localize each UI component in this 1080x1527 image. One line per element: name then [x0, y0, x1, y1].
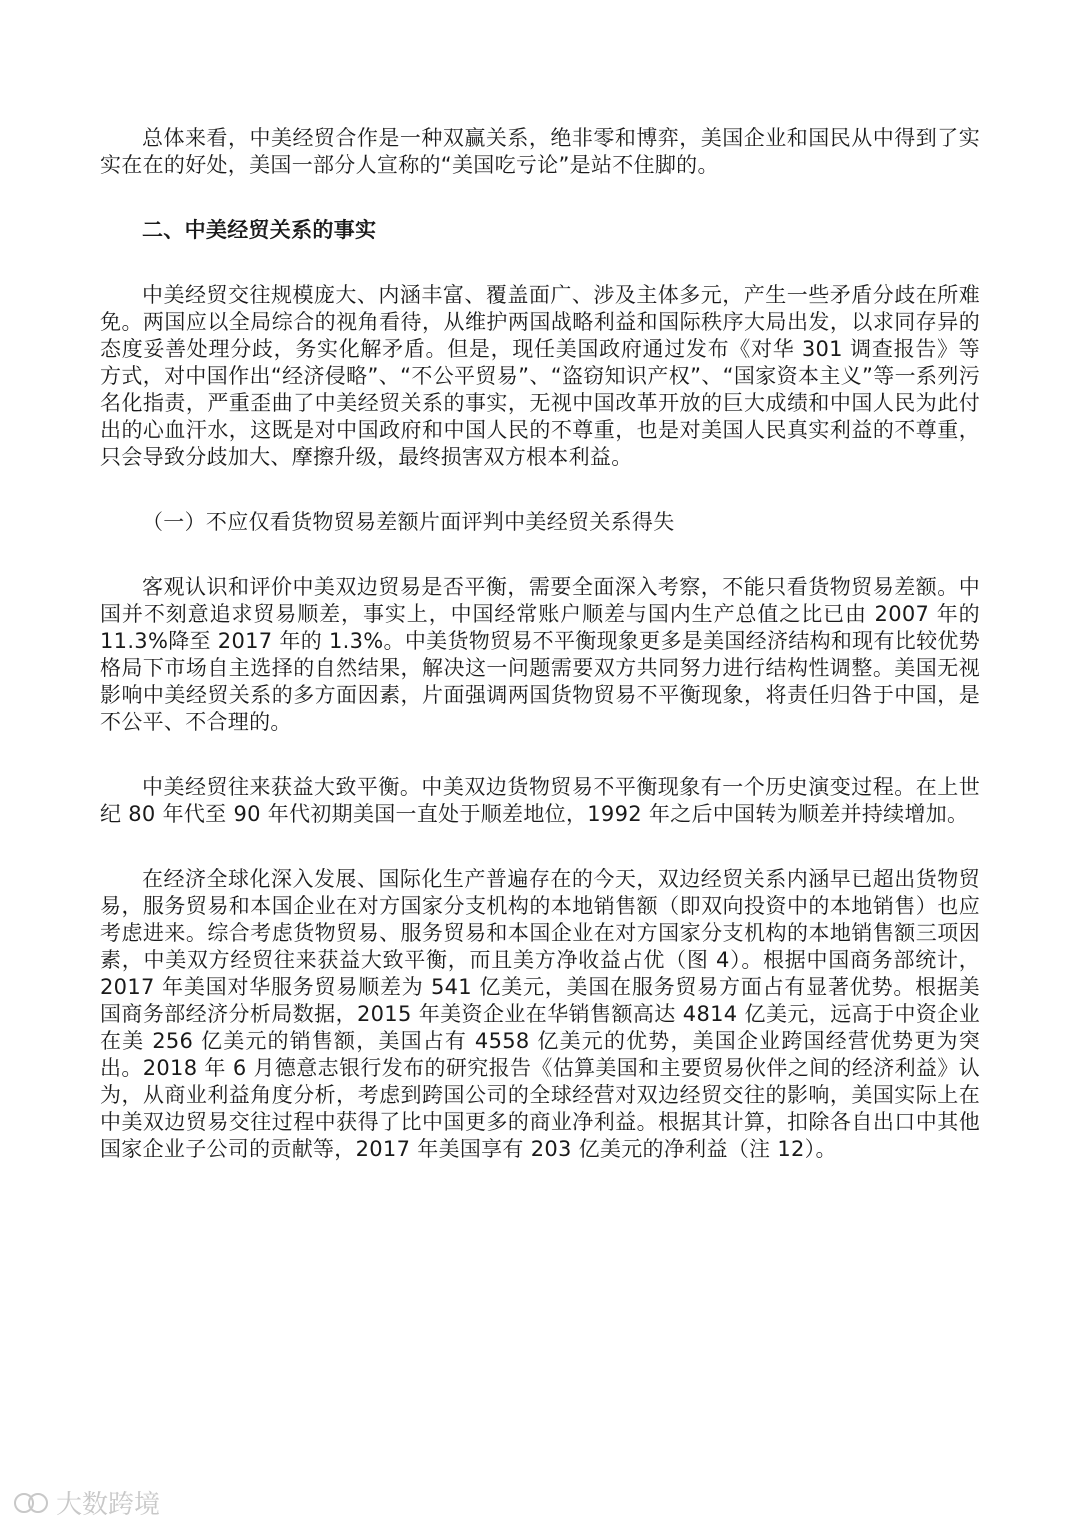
intro-paragraph: 总体来看，中美经贸合作是一种双赢关系，绝非零和博弈，美国企业和国民从中得到了实实在在的好处，美国一部分人宣称的“美国吃亏论”是站不住脚的。: [100, 126, 980, 177]
watermark-text: 大数跨境: [56, 1490, 161, 1520]
paragraph-1: 客观认识和评价中美双边贸易是否平衡，需要全面深入考察，不能只看货物贸易差额。中国并不刻意追求贸易顺差，事实上，中国经常账户顺差与国内生产总值之比已由 2007 年的 11.3%降至 2017 年的 1.3%。中美货物贸易不平衡现象更多是美国经济结构和现有比较优势格局下市场自主选择的自然结果，解决这一问题需要双方共同努力进行结构性调整。美国无视影响中美经贸关系的多方面因素，片面强调两国货物贸易不平衡现象，将责任归咎于中国，是不公平、不合理的。: [100, 575, 980, 734]
section-heading: 二、中美经贸关系的事实: [142, 218, 377, 242]
document-page: [100, 125, 980, 1201]
watermark: [14, 1484, 160, 1521]
paragraph-2: 中美经贸往来获益大致平衡。中美双边货物贸易不平衡现象有一个历史演变过程。在上世纪 80 年代至 90 年代初期美国一直处于顺差地位，1992 年之后中国转为顺差并持续增加。: [100, 775, 980, 826]
section-paragraph: 中美经贸交往规模庞大、内涵丰富、覆盖面广、涉及主体多元，产生一些矛盾分歧在所难免。两国应以全局综合的视角看待，从维护两国战略利益和国际秩序大局出发，以求同存异的态度妥善处理分歧，务实化解矛盾。但是，现任美国政府通过发布《对华 301 调查报告》等方式，对中国作出“经济侵略”、“不公平贸易”、“盗窃知识产权”、“国家资本主义”等一系列污名化指责，严重歪曲了中美经贸关系的事实，无视中国改革开放的巨大成绩和中国人民为此付出的心血汗水，这既是对中国政府和中国人民的不尊重，也是对美国人民真实利益的不尊重，只会导致分歧加大、摩擦升级，最终损害双方根本利益。: [100, 283, 980, 469]
subsection-heading: （一）不应仅看货物贸易差额片面评判中美经贸关系得失: [142, 510, 675, 534]
weibo-logo-icon: [14, 1490, 48, 1516]
paragraph-3: 在经济全球化深入发展、国际化生产普遍存在的今天，双边经贸关系内涵早已超出货物贸易，服务贸易和本国企业在对方国家分支机构的本地销售额（即双向投资中的本地销售）也应考虑进来。综合考虑货物贸易、服务贸易和本国企业在对方国家分支机构的本地销售额三项因素，中美双方经贸往来获益大致平衡，而且美方净收益占优（图 4）。根据中国商务部统计，2017 年美国对华服务贸易顺差为 541 亿美元，美国在服务贸易方面占有显著优势。根据美国商务部经济分析局数据，2015 年美资企业在华销售额高达 4814 亿美元，远高于中资企业在美 256 亿美元的销售额，美国占有 4558 亿美元的优势，美国企业跨国经营优势更为突出。2018 年 6 月德意志银行发布的研究报告《估算美国和主要贸易伙伴之间的经济利益》认为，从商业利益角度分析，考虑到跨国公司的全球经营对双边经贸交往的影响，美国实际上在中美双边贸易交往过程中获得了比中国更多的商业净利益。根据其计算，扣除各自出口中其他国家企业子公司的贡献等，2017 年美国享有 203 亿美元的净利益（注 12）。: [100, 867, 980, 1161]
